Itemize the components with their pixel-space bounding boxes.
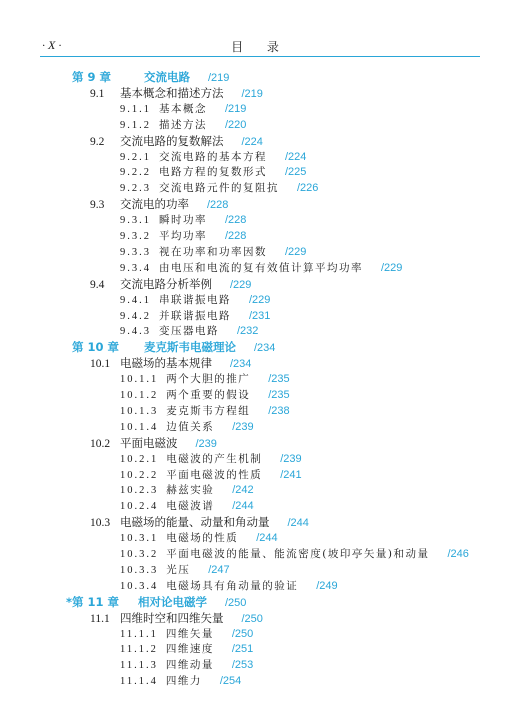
- toc-entry-title: 电磁场具有角动量的验证: [166, 579, 299, 592]
- toc-entry-page: /231: [249, 309, 271, 322]
- toc-entry-number: 9.1: [90, 87, 105, 100]
- toc-entry-number: 10.2.4: [120, 501, 159, 513]
- toc-entry-page: /226: [297, 182, 319, 195]
- toc-entry-number: 第 9 章: [72, 70, 112, 84]
- toc-entry-title: 麦克斯韦电磁理论: [144, 340, 236, 355]
- toc-subsection-row[interactable]: [120, 563, 230, 578]
- toc-entry-page: /250: [225, 596, 247, 609]
- toc-entry-number: 9.3.2: [120, 231, 151, 242]
- toc-entry-number: 10.2.1: [120, 453, 159, 465]
- toc-entry-number: 9.1.1: [120, 103, 151, 115]
- toc-entry-number: 10.2.2: [120, 469, 159, 481]
- toc-entry-number: 10.3.2: [120, 549, 159, 560]
- toc-entry-title: 平面电磁波的能量、能流密度(坡印亭矢量)和动量: [166, 548, 430, 560]
- toc-subsection-row[interactable]: [120, 674, 241, 689]
- toc-entry-number: 9.4.3: [120, 326, 151, 338]
- toc-entry-number: 10.1: [90, 358, 111, 371]
- toc-entry-page: /224: [285, 150, 307, 163]
- toc-entry-title: 交流电路: [144, 70, 190, 84]
- toc-entry-page: /244: [287, 517, 309, 530]
- toc-entry-page: /232: [237, 325, 259, 338]
- toc-entry-page: /229: [381, 261, 403, 274]
- toc-entry-page: /239: [232, 420, 254, 433]
- toc-entry-number: 10.3.4: [120, 580, 159, 592]
- toc-subsection-row[interactable]: [120, 118, 246, 133]
- toc-entry-page: /224: [241, 135, 263, 148]
- toc-entry-title: 变压器电路: [159, 325, 219, 338]
- toc-subsection-row[interactable]: [120, 483, 254, 498]
- toc-subsection-row[interactable]: [120, 468, 302, 483]
- toc-entry-page: /229: [249, 293, 271, 306]
- toc-subsection-row[interactable]: [120, 420, 254, 435]
- toc-entry-number: 10.2: [90, 437, 111, 450]
- toc-entry-page: /228: [225, 214, 247, 227]
- toc-entry-number: 9.2.3: [120, 183, 151, 195]
- toc-entry-page: /244: [232, 500, 254, 513]
- toc-entry-number: 10.3: [90, 517, 111, 530]
- toc-entry-number: 11.1.1: [120, 628, 158, 640]
- toc-entry-number: 11.1.2: [120, 644, 158, 656]
- toc-entry-page: /235: [268, 389, 290, 401]
- toc-entry-page: /239: [280, 452, 302, 465]
- toc-subsection-row[interactable]: [120, 627, 253, 642]
- page-title: 目 录: [231, 40, 289, 54]
- toc-entry-page: /234: [230, 358, 252, 371]
- toc-subsection-row[interactable]: [120, 102, 246, 117]
- toc-entry-page: /219: [225, 102, 247, 115]
- toc-subsection-row[interactable]: [120, 531, 278, 546]
- toc-entry-number: 9.2.1: [120, 151, 151, 163]
- toc-entry-title: 平面电磁波的性质: [166, 468, 263, 481]
- toc-entry-title: 相对论电磁学: [138, 594, 207, 609]
- toc-section-row[interactable]: [90, 356, 251, 371]
- toc-subsection-row[interactable]: [120, 293, 270, 308]
- toc-entry-page: /235: [268, 373, 290, 386]
- toc-entry-title: 四维动量: [165, 659, 214, 672]
- toc-entry-title: 电磁场的能量、动量和角动量: [120, 515, 270, 530]
- toc-entry-title: 边值关系: [166, 420, 215, 433]
- toc-entry-number: 9.3.3: [120, 246, 151, 258]
- toc-entry-title: 四维速度: [165, 643, 214, 656]
- toc-chapter-row[interactable]: [72, 70, 229, 85]
- toc-entry-title: 电磁波的产生机制: [166, 452, 263, 465]
- toc-entry-number: 10.3.3: [120, 564, 159, 576]
- toc-entry-page: /254: [219, 675, 242, 688]
- toc-entry-page: /229: [285, 245, 307, 258]
- toc-section-row[interactable]: [90, 436, 217, 451]
- toc-entry-page: /249: [316, 579, 338, 592]
- toc-entry-title: 平均功率: [159, 230, 207, 242]
- toc-subsection-row[interactable]: [120, 245, 306, 260]
- toc-subsection-row[interactable]: [120, 579, 338, 594]
- toc-subsection-row[interactable]: [120, 499, 254, 514]
- toc-entry-title: 四维力: [165, 675, 202, 688]
- toc-entry-page: /219: [208, 72, 230, 84]
- toc-subsection-row[interactable]: [120, 658, 253, 673]
- toc-entry-number: 第 10 章: [72, 340, 120, 355]
- toc-entry-page: /244: [256, 532, 278, 545]
- toc-entry-title: 光压: [166, 563, 191, 576]
- toc-entry-number: 10.2.3: [120, 485, 159, 497]
- toc-entry-title: 交流电路的复数解法: [120, 133, 224, 148]
- toc-entry-number: 9.4.1: [120, 294, 151, 306]
- toc-entry-number: 10.1.1: [120, 374, 159, 386]
- toc-entry-page: /242: [232, 484, 254, 497]
- toc-subsection-row[interactable]: [120, 642, 253, 657]
- toc-section-row[interactable]: [90, 134, 263, 149]
- toc-section-row[interactable]: [90, 277, 251, 292]
- toc-entry-page: /241: [280, 468, 302, 481]
- toc-section-row[interactable]: [90, 86, 263, 101]
- toc-entry-title: 交流电路的基本方程: [159, 150, 267, 163]
- toc-entry-title: 基本概念和描述方法: [120, 85, 224, 100]
- toc-entry-title: 由电压和电流的复有效值计算平均功率: [159, 261, 363, 274]
- toc-entry-title: 瞬时功率: [159, 214, 207, 227]
- toc-entry-page: /251: [231, 643, 254, 656]
- toc-entry-title: 描述方法: [159, 118, 207, 131]
- toc-entry-page: /220: [225, 118, 247, 131]
- toc-entry-title: 基本概念: [159, 102, 207, 115]
- toc-section-row[interactable]: [90, 611, 263, 626]
- page-header: [40, 38, 480, 60]
- toc-entry-number: 9.3: [90, 199, 105, 212]
- toc-entry-page: /238: [268, 404, 290, 417]
- toc-entry-number: 9.3.4: [120, 262, 151, 274]
- toc-section-row[interactable]: [90, 197, 228, 212]
- toc-entry-page: /219: [241, 87, 263, 100]
- toc-entry-title: 四维时空和四维矢量: [120, 610, 224, 625]
- toc-entry-page: /253: [231, 659, 254, 672]
- toc-subsection-row[interactable]: [120, 404, 290, 419]
- toc-entry-number: 10.1.3: [120, 405, 159, 417]
- toc-entry-number: 11.1.4: [120, 676, 158, 688]
- toc-section-row[interactable]: [90, 515, 309, 530]
- toc-entry-number: 10.1.2: [120, 390, 159, 401]
- toc-entry-page: /228: [225, 230, 247, 242]
- toc-entry-number: 9.3.1: [120, 215, 151, 227]
- toc-entry-title: 电磁波谱: [166, 500, 215, 513]
- toc-subsection-row[interactable]: [120, 213, 246, 228]
- toc-subsection-row[interactable]: [120, 261, 402, 276]
- toc-entry-title: 平面电磁波: [120, 435, 178, 450]
- toc-entry-number: 9.2: [90, 135, 105, 148]
- toc-entry-title: 麦克斯韦方程组: [166, 404, 251, 417]
- toc-chapter-row[interactable]: [66, 595, 246, 610]
- toc-entry-number: 9.4: [90, 278, 105, 291]
- toc-subsection-row[interactable]: [120, 388, 290, 403]
- toc-entry-title: 四维矢量: [165, 627, 214, 640]
- toc-entry-title: 电路方程的复数形式: [159, 166, 267, 179]
- toc-entry-number: 10.1.4: [120, 421, 159, 433]
- toc-entry-title: 交流电的功率: [120, 197, 189, 212]
- toc-entry-page: /247: [208, 563, 230, 576]
- toc-subsection-row[interactable]: [120, 165, 306, 180]
- toc-subsection-row[interactable]: [120, 547, 469, 562]
- toc-subsection-row[interactable]: [120, 309, 270, 324]
- toc-entry-title: 电磁场的基本规律: [120, 356, 212, 371]
- header-rule: [40, 56, 480, 57]
- toc-subsection-row[interactable]: [120, 181, 318, 196]
- toc-entry-number: 9.2.2: [120, 167, 151, 179]
- toc-entry-title: 两个重要的假设: [166, 389, 251, 401]
- toc-entry-page: /234: [254, 342, 276, 355]
- toc-entry-page: /229: [230, 278, 252, 291]
- toc-entry-page: /239: [195, 437, 217, 450]
- toc-entry-number: 11.1.3: [120, 660, 158, 672]
- toc-entry-page: /225: [285, 166, 307, 179]
- toc-entry-title: 串联谐振电路: [159, 293, 231, 306]
- toc-entry-number: 11.1: [90, 612, 110, 625]
- toc-chapter-row[interactable]: [72, 340, 275, 355]
- toc-entry-number: 10.3.1: [120, 533, 159, 545]
- toc-entry-title: 赫兹实验: [166, 484, 215, 497]
- toc-entry-number: 9.4.2: [120, 310, 151, 322]
- toc-entry-title: 两个大胆的推广: [166, 373, 251, 386]
- toc-entry-title: 电磁场的性质: [166, 532, 239, 545]
- page-number: · X ·: [42, 38, 62, 52]
- toc-subsection-row[interactable]: [120, 372, 290, 387]
- toc-entry-number: *第 11 章: [66, 594, 120, 609]
- toc-subsection-row[interactable]: [120, 452, 302, 467]
- toc-entry-title: 视在功率和功率因数: [159, 245, 267, 258]
- toc-entry-page: /250: [231, 627, 254, 640]
- toc-entry-page: /250: [241, 612, 263, 625]
- toc-entry-title: 交流电路元件的复阻抗: [159, 182, 279, 195]
- toc-entry-page: /246: [447, 548, 469, 560]
- toc-entry-page: /228: [207, 199, 229, 212]
- toc-entry-title: 交流电路分析举例: [120, 276, 212, 291]
- toc-entry-number: 9.1.2: [120, 119, 151, 131]
- toc-subsection-row[interactable]: [120, 150, 306, 165]
- toc-subsection-row[interactable]: [120, 229, 246, 244]
- toc-entry-title: 并联谐振电路: [159, 309, 231, 322]
- toc-subsection-row[interactable]: [120, 324, 258, 339]
